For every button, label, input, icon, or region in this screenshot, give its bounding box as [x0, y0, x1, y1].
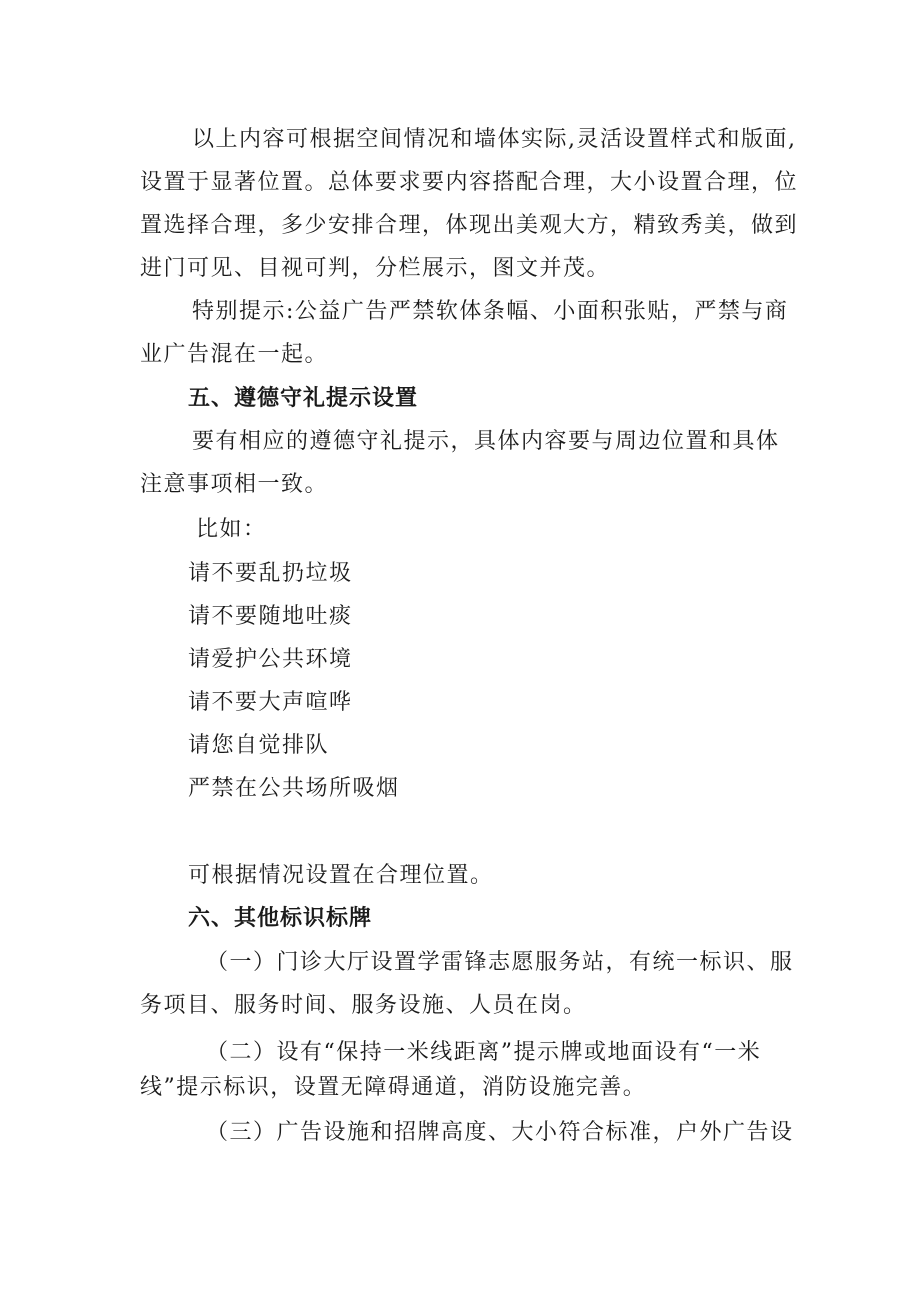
- paragraph1-line2: 设置于显著位置。总体要求要内容搭配合理，大小设置合理，位: [140, 170, 799, 195]
- section6-item2-line2: 线”提示标识，设置无障碍通道，消防设施完善。: [140, 1075, 647, 1100]
- example-item: 请爱护公共环境: [188, 647, 353, 672]
- section5-closing: 可根据情况设置在合理位置。: [188, 863, 494, 888]
- paragraph2-line2: 业广告混在一起。: [140, 342, 329, 367]
- section6-item2-line1: （二）设有“保持一米线距离”提示牌或地面设有“一米: [206, 1040, 762, 1065]
- section6-item1-line1: （一）门诊大厅设置学雷锋志愿服务站，有统一标识、服: [206, 950, 794, 975]
- section5-intro-line2: 注意事项相一致。: [140, 472, 329, 497]
- section5-intro-line1: 要有相应的遵德守礼提示，具体内容要与周边位置和具体: [192, 429, 780, 454]
- example-item: 请不要大声喧哗: [188, 690, 353, 715]
- example-item: 请不要随地吐痰: [188, 604, 353, 629]
- section6-item1-line2: 务项目、服务时间、服务设施、人员在岗。: [140, 993, 587, 1018]
- example-item: 严禁在公共场所吸烟: [188, 776, 400, 801]
- example-item: 请不要乱扔垃圾: [188, 561, 353, 586]
- section6-item3-line1: （三）广告设施和招牌高度、大小符合标准，户外广告设: [206, 1120, 794, 1145]
- example-item: 请您自觉排队: [188, 733, 330, 758]
- section5-heading: 五、遵德守礼提示设置: [188, 386, 419, 411]
- paragraph1-line3: 置选择合理，多少安排合理，体现出美观大方，精致秀美，做到: [140, 213, 799, 238]
- paragraph1-line4: 进门可见、目视可判，分栏展示，图文并茂。: [140, 256, 611, 281]
- paragraph2-line1: 特别提示:公益广告严禁软体条幅、小面积张贴，严禁与商: [192, 299, 789, 324]
- paragraph1-line1: 以上内容可根据空间情况和墙体实际,灵活设置样式和版面,: [192, 127, 797, 152]
- example-label: 比如：: [196, 517, 267, 542]
- section6-heading: 六、其他标识标牌: [188, 906, 373, 931]
